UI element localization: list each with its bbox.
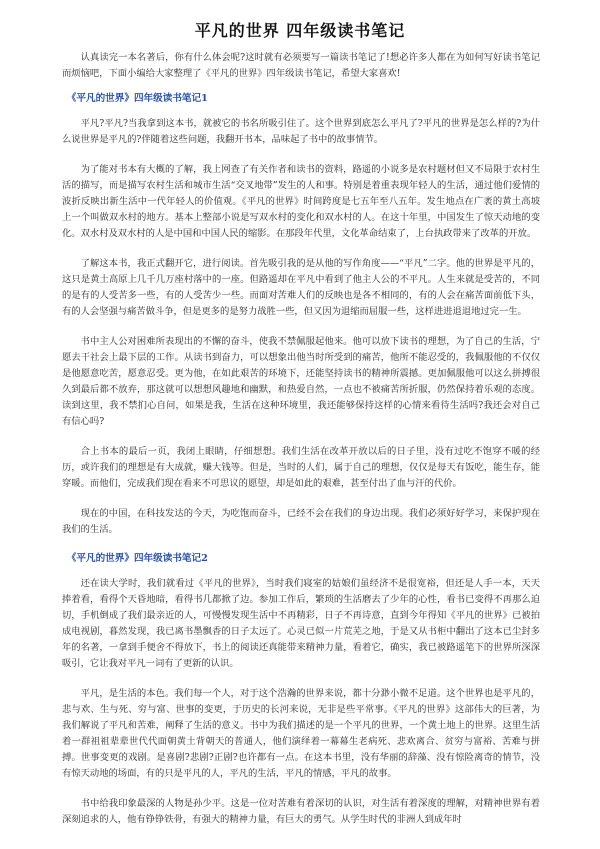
paragraph: 平凡?平凡?当我拿到这本书，就被它的书名所吸引住了。这个世界到底怎么平凡了?平凡的世界是怎么样的?为什么说世界是平凡的?伴随着这些问题，我翻开书本，品味起了书中的故事情节。	[62, 118, 540, 145]
paragraph: 为了能对书本有大概的了解，我上网查了有关作者和读书的资料，路遥的小说多是农村题材但又不局限于农村生活的描写，而是描写农村生活和城市生活“交叉地带”发生的人和事。特别是着重表现年轻人的生活，通过他们爱情的波折反映出新生活中一代年轻人的价值观。《平凡的世界》时间跨度是七五年至八五年。发生地点在广袤的黄土高坡上一个叫做双水村的地方。基本上整部小说是写双水村的变化和双水村的人。在这十年里，中国发生了惊天动地的变化。双水村及双水村的人是中国和中国人民的缩影。在那段年代里，文化革命结束了，上台执政带来了改革的开放。	[62, 164, 540, 239]
section-notes-1	[62, 92, 540, 552]
section-notes-2	[62, 552, 540, 828]
article-body	[62, 50, 540, 828]
paragraph: 合上书本的最后一页，我闭上眼睛，仔细想想。我们生活在改革开放以后的日子里，没有过吃不饱穿不暖的经历，或许我们的理想是有大成就，赚大钱等。但是，当时的人们，属于自己的理想，仅仅是每天有饭吃，能生存，能穿暖。而他们，完成我们现在看来不可思议的愿望，却是如此的艰难，甚至付出了血与汗的代价。	[62, 446, 540, 489]
paragraph: 现在的中国，在科技发达的今天，为吃饱而奋斗，已经不会在我们的身边出现。我们必须好好学习，来保护现在我们的生活。	[62, 508, 540, 535]
paragraph: 书中主人公对困难所表现出的不懈的奋斗，使我不禁佩服起他来。他可以放下读书的理想，为了自己的生活，宁愿去干社会上最下层的工作。从读书到奋力，可以想象出他当时所受到的痛苦，他所不能忍受的，我佩服他的不仅仅是他愿意吃苦，愿意忍受。更为他，在如此艰苦的环境下，还能坚持读书的精神所震撼。更加佩服他可以这么拼搏很久到最后都不放弃，那这就可以想想风趣地和幽默，和热爱自然，一点也不被痛苦所折服，仍然保持着乐观的态度。读到这里，我不禁扪心自问，如果是我，生活在这种环境里，我还能够保持这样的心情来看待生活吗?我还会对自己有信心吗?	[62, 336, 540, 427]
paragraph: 书中给我印象最深的人物是孙少平。这是一位对苦难有着深切的认识，对生活有着深度的理解，对精神世界有着深刻追求的人，他有铮铮铁骨，有强大的精神力量，有巨大的勇气。从学生时代的非洲人到成年时	[62, 798, 540, 825]
page-title: 平凡的世界 四年级读书笔记	[194, 21, 406, 40]
section-heading: 《平凡的世界》四年级读书笔记1	[66, 93, 208, 104]
intro-paragraph: 认真读完一本名著后，你有什么体会呢?这时就有必须要写一篇读书笔记了!想必许多人都在为如何写好读书笔记而烦恼吧，下面小编给大家整理了《平凡的世界》四年级读书笔记，希望大家喜欢!	[62, 52, 540, 79]
section-heading: 《平凡的世界》四年级读书笔记2	[66, 553, 208, 564]
paragraph: 平凡，是生活的本色。我们每一个人，对于这个浩瀚的世界来说，都十分渺小微不足道。这个世界也是平凡的，悲与欢、生与死、穷与富、世事的变更，于历史的长河来说，无非是些平常事。《平凡的世界》这部伟大的巨著，为我们解说了平凡和苦难，阐释了生活的意义。书中为我们描述的是一个平凡的世界，一个黄土地上的世界。这里生活着一群祖祖辈辈世代代面朝黄土背朝天的普通人，他们演绎着一幕幕生老病死、悲欢离合、贫穷与富裕、苦难与拼搏。世事变更的戏剧。是喜剧?悲剧?正剧?也许都有一点。在这本书里，没有华丽的辞藻、没有惊险离奇的情节，没有惊天动地的场面，有的只是平凡的人，平凡的生活，平凡的情感，平凡的故事。	[62, 688, 540, 779]
paragraph: 了解这本书，我正式翻开它，进行阅读。首先吸引我的是从他的写作角度——“平凡”二字。他的世界是平凡的，这只是黄土高原上几千几万座村落中的一座。但路遥却在平凡中看到了他主人公的不平凡。人生来就是受苦的，不同的是有的人受苦多一些，有的人受苦少一些。而面对苦难人们的反映也是各不相同的，有的人会在痛苦面前低下头，有的人会坚强与痛苦做斗争，但是更多的是努力战胜一些，但又因为退缩而屈服一些，这样进进退退地过完一生。	[62, 258, 540, 317]
paragraph: 还在读大学时，我们就看过《平凡的世界》，当时我们寝室的姑娘们虽经济不是很宽裕，但还是人手一本，天天捧着看，看得个天昏地暗，看得书几都掀了边。参加工作后，繁琐的生活磨去了少年的心性，看书已变得不再那么迫切，手机倒成了我们最亲近的人，可慢慢发现生活中不再精彩，日子不再诗意，直到今年得知《平凡的世界》已被拍成电视剧，暮然发现，我已离书墨飘香的日子太远了。心灵已似一片荒芜之地，于是又从书柜中翻出了这本已尘封多年的名著，一拿到手便舍不得放下，书上的阅读还真能带来精神力量，看着它，确实，我已被路遥笔下的世界所深深吸引，它让我对平凡一词有了更新的认识。	[62, 578, 540, 669]
